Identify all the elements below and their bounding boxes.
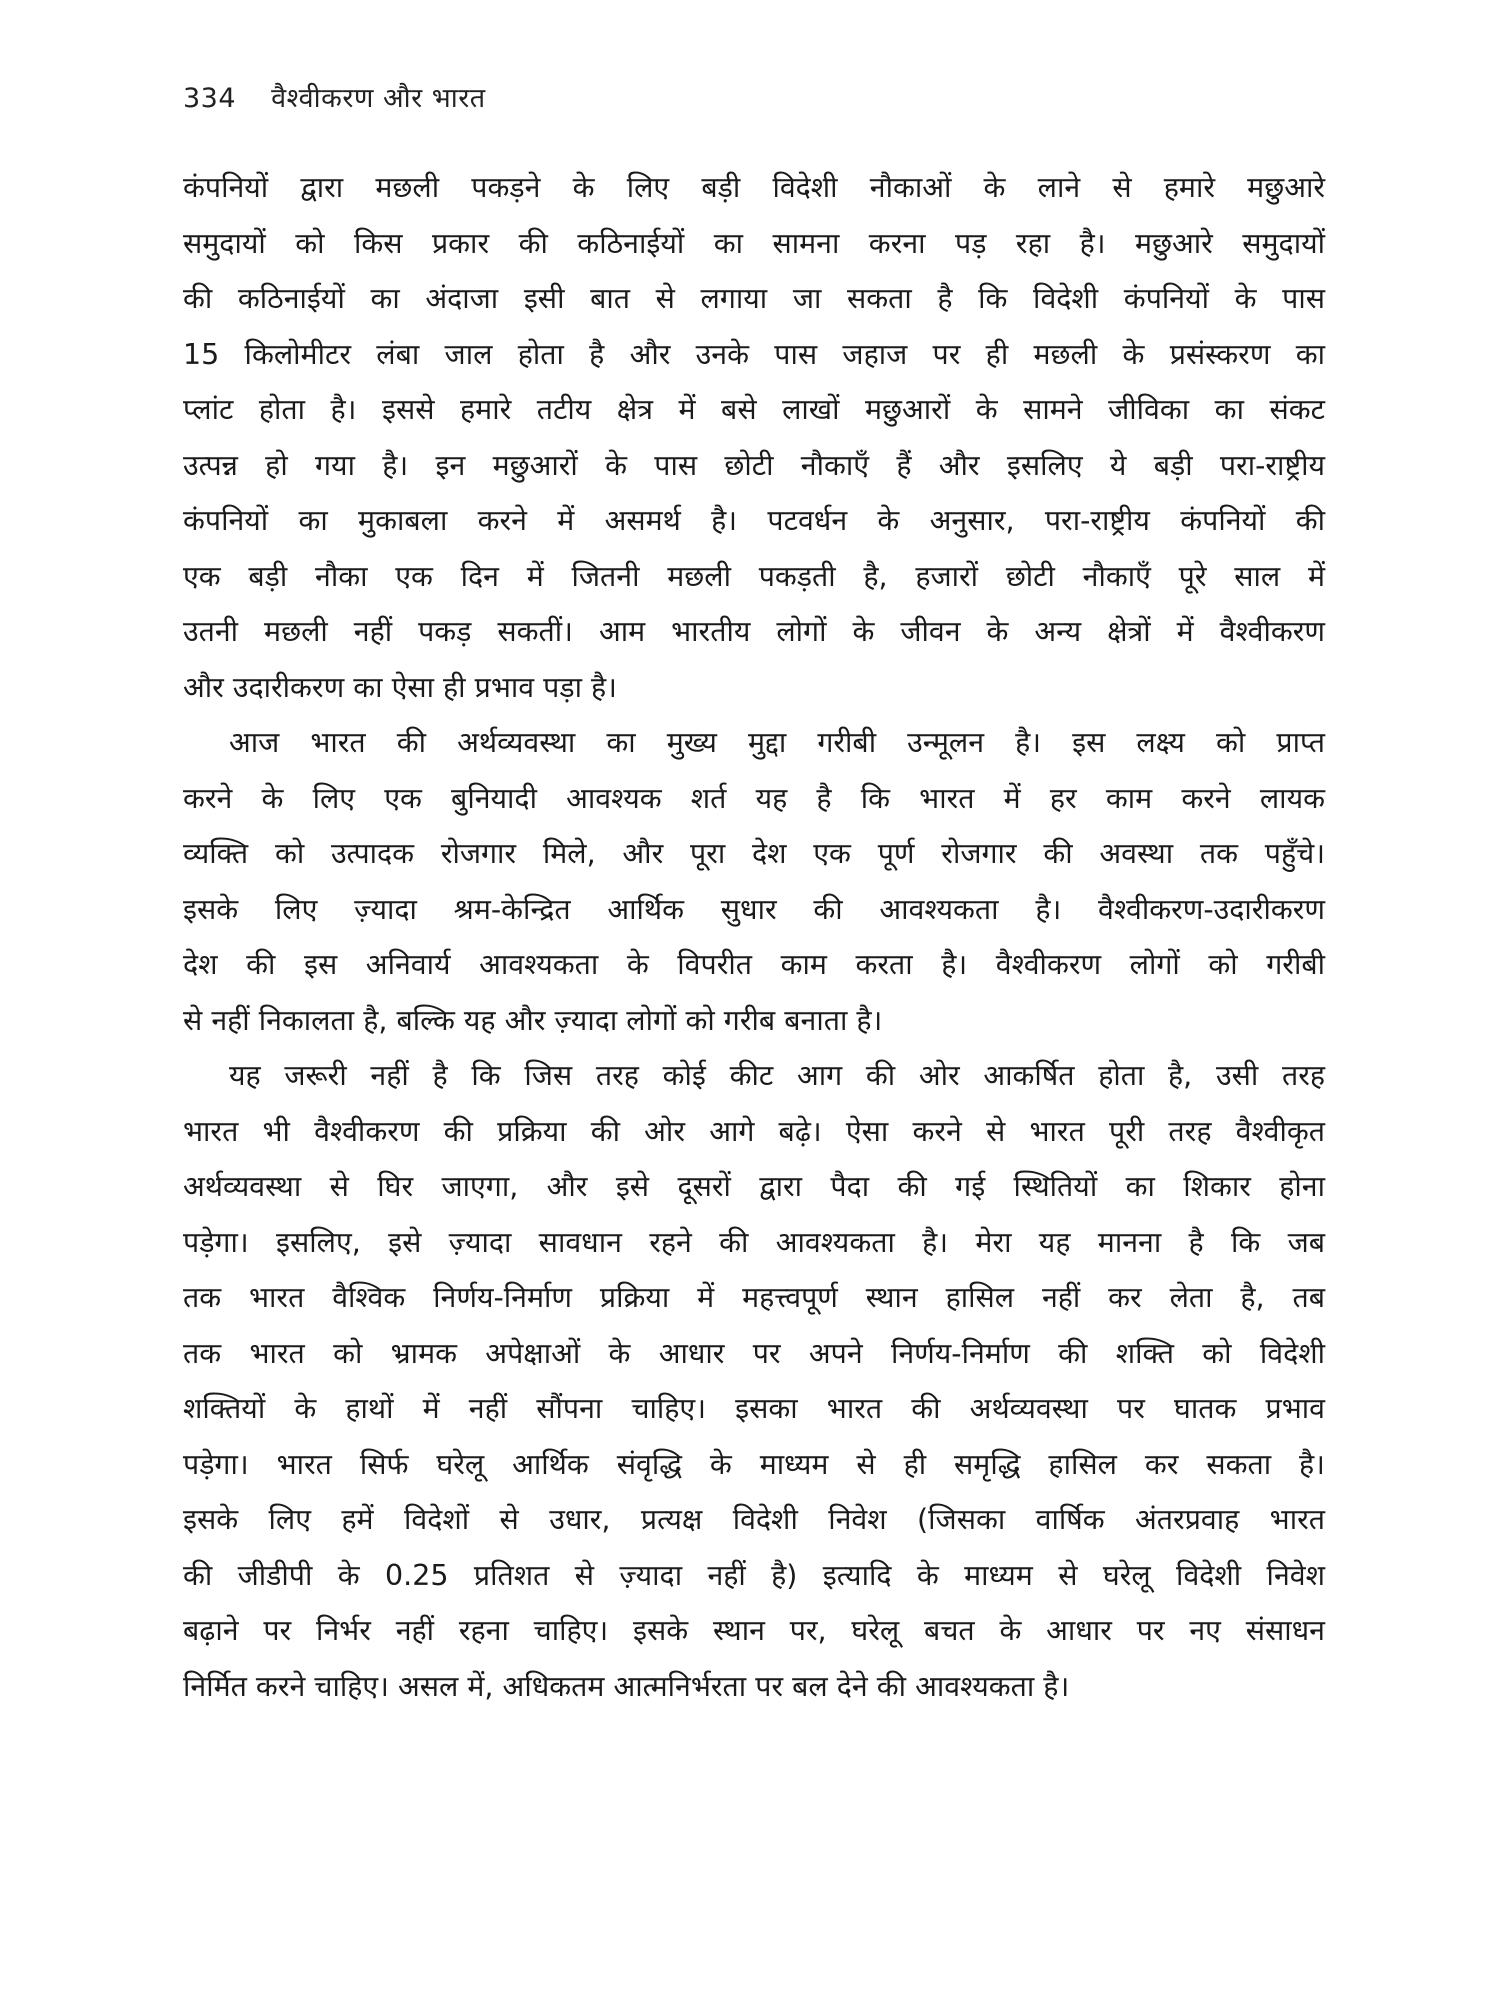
text-line: तक भारत को भ्रामक अपेक्षाओं के आधार पर अपने निर्णय-निर्माण की शक्ति को विदेशी <box>183 1336 1325 1370</box>
text-line: करने के लिए एक बुनियादी आवश्यक शर्त यह है कि भारत में हर काम करने लायक <box>183 781 1325 815</box>
text-line: तक भारत वैश्विक निर्णय-निर्माण प्रक्रिया में महत्त्वपूर्ण स्थान हासिल नहीं कर लेता है, तब <box>183 1281 1325 1314</box>
paragraph-1 <box>183 160 1325 715</box>
text-line: आज भारत की अर्थव्यवस्था का मुख्य मुद्दा गरीबी उन्मूलन है। इस लक्ष्य को प्राप्त <box>229 726 1325 759</box>
text-line: इसके लिए ज़्यादा श्रम-केन्द्रित आर्थिक सुधार की आवश्यकता है। वैश्वीकरण-उदारीकरण <box>183 892 1325 926</box>
text-line: 15 किलोमीटर लंबा जाल होता है और उनके पास जहाज पर ही मछली के प्रसंस्करण का <box>183 337 1325 371</box>
text-line: से नहीं निकालता है, बल्कि यह और ज़्यादा लोगों को गरीब बनाता है। <box>183 1003 883 1037</box>
text-line: की जीडीपी के 0.25 प्रतिशत से ज़्यादा नहीं है) इत्यादि के माध्यम से घरेलू विदेशी निवेश <box>183 1558 1325 1592</box>
body-text <box>183 160 1325 1714</box>
text-line: इसके लिए हमें विदेशों से उधार, प्रत्यक्ष विदेशी निवेश (जिसका वार्षिक अंतरप्रवाह भारत <box>183 1503 1325 1536</box>
text-line: उत्पन्न हो गया है। इन मछुआरों के पास छोटी नौकाएँ हैं और इसलिए ये बड़ी परा-राष्ट्रीय <box>183 448 1325 482</box>
text-line: पड़ेगा। भारत सिर्फ घरेलू आर्थिक संवृद्धि के माध्यम से ही समृद्धि हासिल कर सकता है। <box>183 1447 1325 1481</box>
text-line: अर्थव्यवस्था से घिर जाएगा, और इसे दूसरों द्वारा पैदा की गई स्थितियों का शिकार होना <box>183 1170 1325 1203</box>
text-line: देश की इस अनिवार्य आवश्यकता के विपरीत काम करता है। वैश्वीकरण लोगों को गरीबी <box>183 948 1325 981</box>
paragraph-3 <box>183 1048 1325 1714</box>
page-number: 334 <box>183 83 237 114</box>
text-line: व्यक्ति को उत्पादक रोजगार मिले, और पूरा देश एक पूर्ण रोजगार की अवस्था तक पहुँचे। <box>183 837 1325 870</box>
text-line: की कठिनाईयों का अंदाजा इसी बात से लगाया जा सकता है कि विदेशी कंपनियों के पास <box>183 282 1325 315</box>
text-line: और उदारीकरण का ऐसा ही प्रभाव पड़ा है। <box>183 670 617 704</box>
text-line: प्लांट होता है। इससे हमारे तटीय क्षेत्र में बसे लाखों मछुआरों के सामने जीविका का संकट <box>183 393 1325 426</box>
text-line: समुदायों को किस प्रकार की कठिनाईयों का सामना करना पड़ रहा है। मछुआरे समुदायों <box>183 226 1325 260</box>
text-line: शक्तियों के हाथों में नहीं सौंपना चाहिए। इसका भारत की अर्थव्यवस्था पर घातक प्रभाव <box>183 1392 1325 1425</box>
text-line: भारत भी वैश्वीकरण की प्रक्रिया की ओर आगे बढ़े। ऐसा करने से भारत पूरी तरह वैश्वीकृत <box>183 1114 1325 1148</box>
running-title: वैश्वीकरण और भारत <box>271 83 486 114</box>
text-line: बढ़ाने पर निर्भर नहीं रहना चाहिए। इसके स्थान पर, घरेलू बचत के आधार पर नए संसाधन <box>183 1614 1325 1647</box>
paragraph-2 <box>183 715 1325 1048</box>
text-line: यह जरूरी नहीं है कि जिस तरह कोई कीट आग की ओर आकर्षित होता है, उसी तरह <box>229 1059 1325 1092</box>
text-line: कंपनियों द्वारा मछली पकड़ने के लिए बड़ी विदेशी नौकाओं के लाने से हमारे मछुआरे <box>183 171 1325 204</box>
text-line: निर्मित करने चाहिए। असल में, अधिकतम आत्मनिर्भरता पर बल देने की आवश्यकता है। <box>183 1669 1070 1703</box>
text-line: एक बड़ी नौका एक दिन में जितनी मछली पकड़ती है, हजारों छोटी नौकाएँ पूरे साल में <box>183 559 1325 593</box>
running-header <box>183 78 486 115</box>
text-line: पड़ेगा। इसलिए, इसे ज़्यादा सावधान रहने की आवश्यकता है। मेरा यह मानना है कि जब <box>183 1225 1325 1259</box>
text-line: कंपनियों का मुकाबला करने में असमर्थ है। पटवर्धन के अनुसार, परा-राष्ट्रीय कंपनियों की <box>183 504 1325 537</box>
text-line: उतनी मछली नहीं पकड़ सकतीं। आम भारतीय लोगों के जीवन के अन्य क्षेत्रों में वैश्वीकरण <box>183 615 1325 648</box>
